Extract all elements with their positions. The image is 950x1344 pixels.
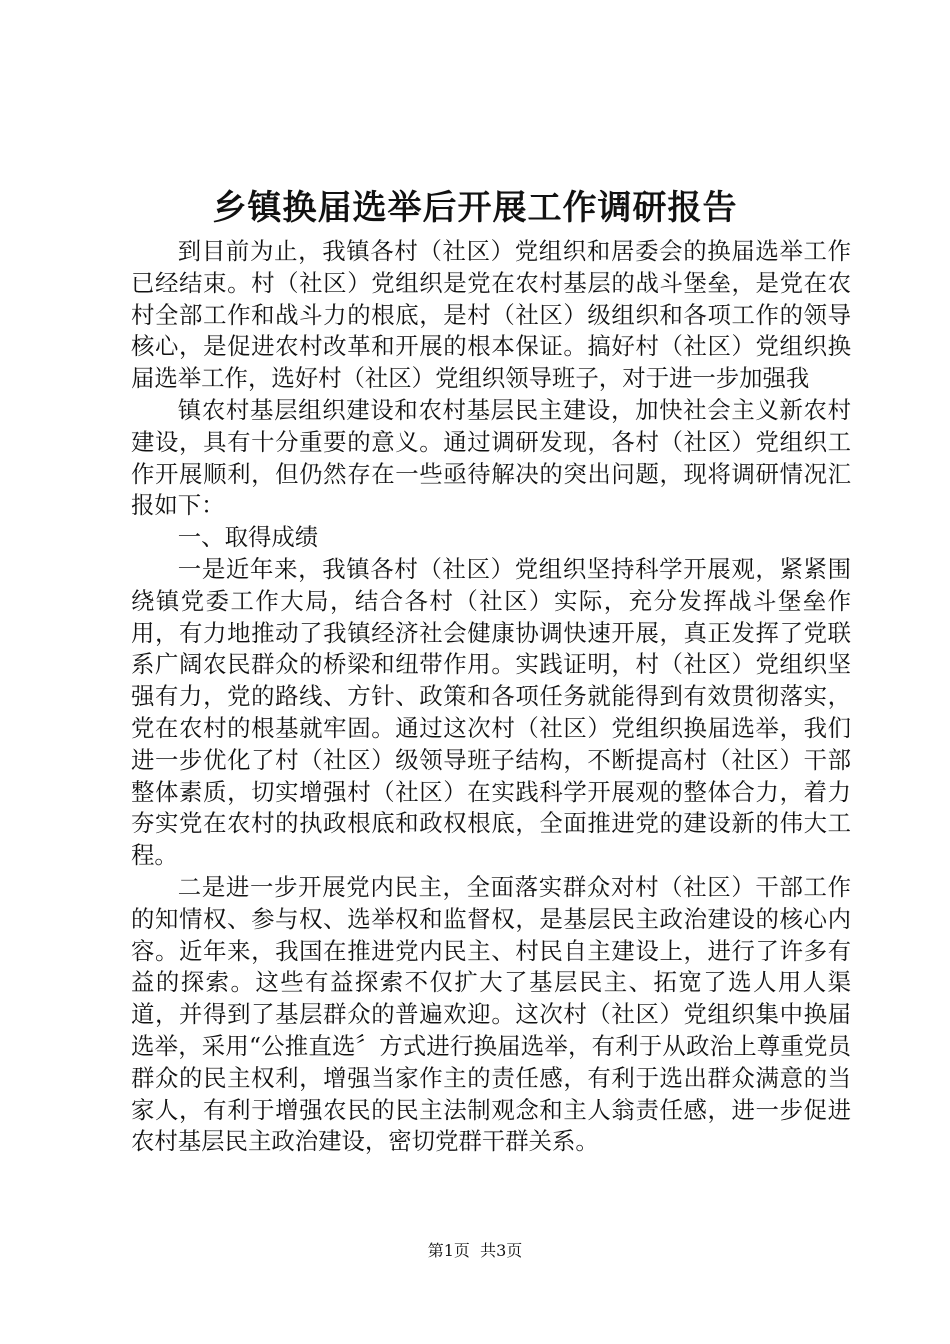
- paragraph-achievement-two: 二是进一步开展党内民主，全面落实群众对村（社区）干部工作的知情权、参与权、选举权和监督权，是基层民主政治建设的核心内容。近年来，我国在推进党内民主、村民自主建设上，进行了许多有益的探索。这些有益探索不仅扩大了基层民主、拓宽了选人用人渠道，并得到了基层群众的普遍欢迎。这次村（社区）党组织集中换届选举，采用“公推直选〞方式进行换届选举，有利于从政治上尊重党员群众的民主权利，增强当家作主的责任感，有利于选出群众满意的当家人，有利于增强农民的民主法制观念和主人翁责任感，进一步促进农村基层民主政治建设，密切党群干群关系。: [131, 872, 851, 1156]
- document-body: [131, 236, 851, 1158]
- paragraph-significance: 镇农村基层组织建设和农村基层民主建设，加快社会主义新农村建设，具有十分重要的意义。通过调研发现，各村（社区）党组织工作开展顺利，但仍然存在一些亟待解决的突出问题，现将调研情况汇报如下：: [131, 395, 851, 520]
- section-heading-achievements: 一、取得成绩: [177, 523, 319, 552]
- paragraph-intro: 到目前为止，我镇各村（社区）党组织和居委会的换届选举工作已经结束。村（社区）党组织是党在农村基层的战斗堡垒，是党在农村全部工作和战斗力的根底，是村（社区）级组织和各项工作的领导核心，是促进农村改革和开展的根本保证。搞好村（社区）党组织换届选举工作，选好村（社区）党组织领导班子，对于进一步加强我: [131, 237, 851, 393]
- page-footer: [0, 1240, 950, 1262]
- page-number: 第1页 共3页: [427, 1241, 523, 1260]
- document-title: 乡镇换届选举后开展工作调研报告: [212, 188, 738, 228]
- paragraph-achievement-one: 一是近年来，我镇各村（社区）党组织坚持科学开展观，紧紧围绕镇党委工作大局，结合各村（社区）实际，充分发挥战斗堡垒作用，有力地推动了我镇经济社会健康协调快速开展，真正发挥了党联系广阔农民群众的桥梁和纽带作用。实践证明，村（社区）党组织坚强有力，党的路线、方针、政策和各项任务就能得到有效贯彻落实，党在农村的根基就牢固。通过这次村（社区）党组织换届选举，我们进一步优化了村（社区）级领导班子结构，不断提高村（社区）干部整体素质，切实增强村（社区）在实践科学开展观的整体合力，着力夯实党在农村的执政根底和政权根底，全面推进党的建设新的伟大工程。: [131, 554, 851, 870]
